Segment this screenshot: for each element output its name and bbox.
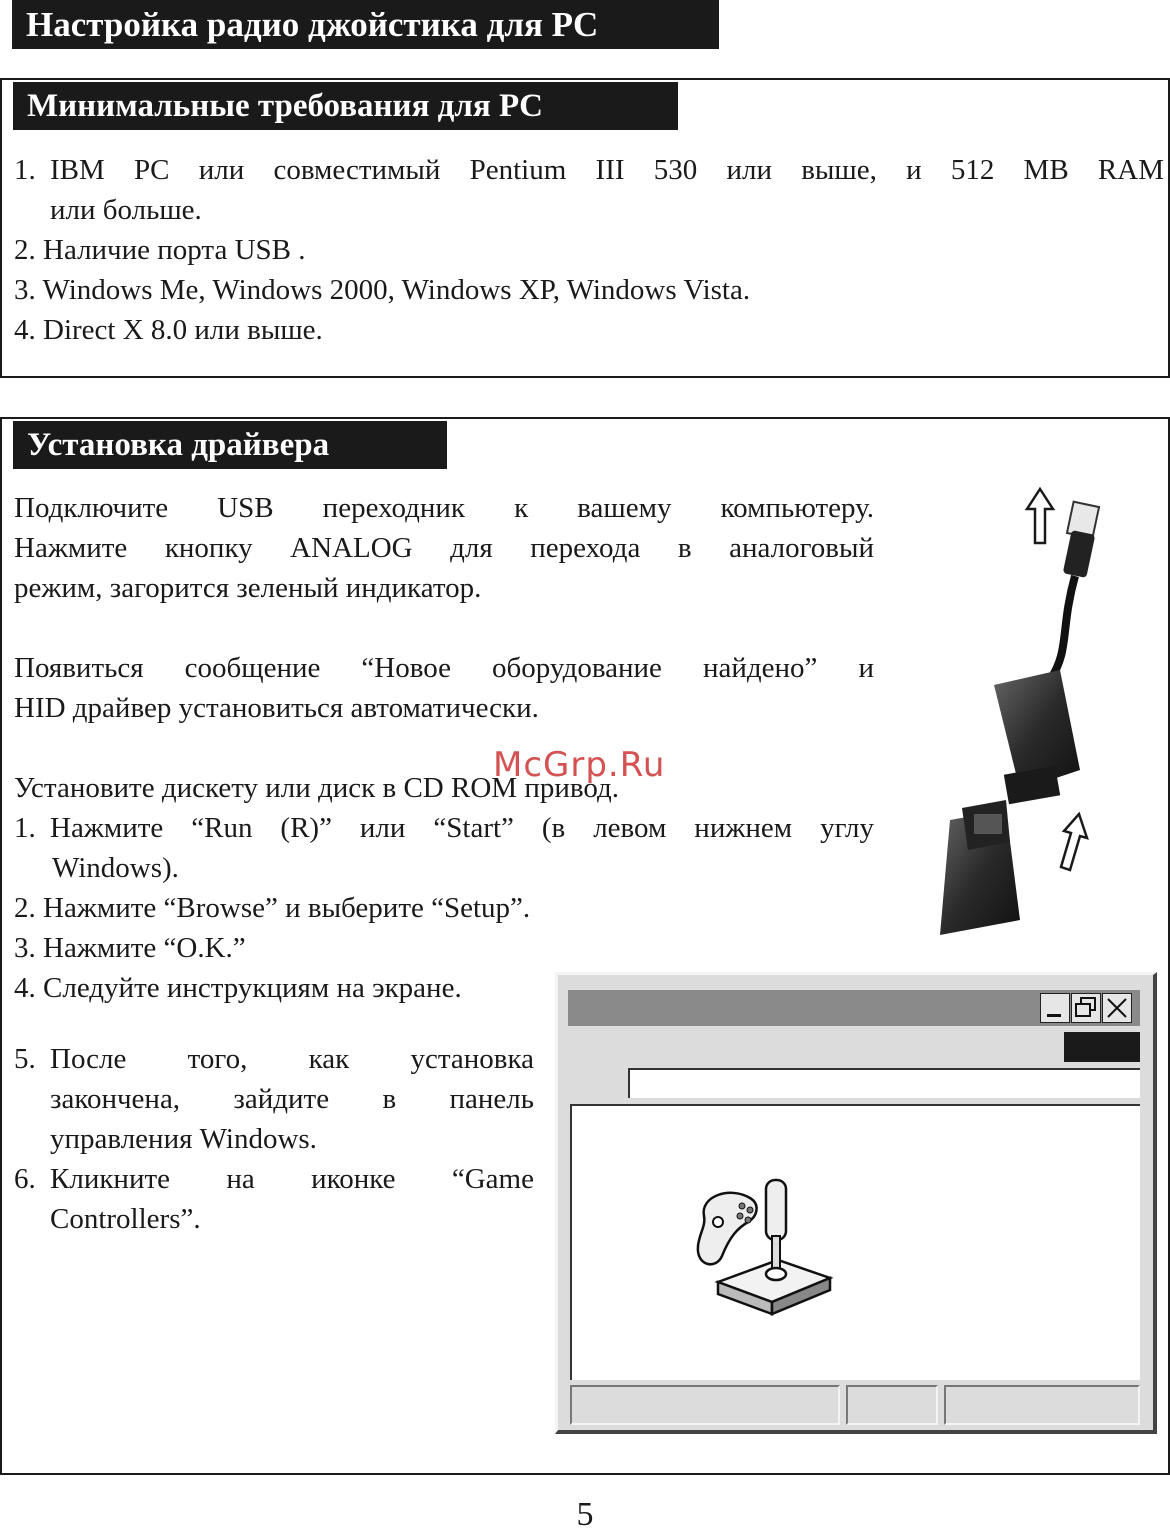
item-number: 2. — [14, 234, 36, 266]
watermark: McGrp.Ru — [493, 745, 666, 785]
item-number: 3. — [14, 932, 36, 964]
requirements-title: Минимальные требования для PC — [13, 82, 678, 130]
close-icon[interactable] — [1102, 993, 1132, 1023]
item-text: IBM PC или совместимый Pentium III 530 или выше, и 512 MB RAM — [50, 154, 1164, 186]
item-text: Windows Me, Windows 2000, Windows XP, Windows Vista. — [42, 274, 751, 306]
requirements-section — [0, 78, 1170, 378]
status-pane — [846, 1385, 938, 1425]
item-text: закончена, зайдите в панель — [50, 1083, 534, 1115]
paragraph-line: режим, загорится зеленый индикатор. — [14, 572, 482, 604]
item-text: Кликните на иконке “Game — [50, 1163, 534, 1195]
paragraph-line: Появиться сообщение “Новое оборудование найдено” и — [14, 652, 874, 684]
driver-instructions — [14, 488, 874, 1008]
item-text: Direct X 8.0 или выше. — [43, 314, 323, 346]
item-text: управления Windows. — [50, 1123, 317, 1155]
item-number: 3. — [14, 274, 36, 306]
list-item — [14, 928, 874, 968]
item-text: Нажмите “Browse” и выберите “Setup”. — [43, 892, 531, 924]
game-controllers-icon[interactable] — [690, 1176, 840, 1316]
item-number: 5. — [14, 1043, 36, 1075]
item-number: 2. — [14, 892, 36, 924]
list-item — [14, 150, 1164, 230]
paragraph-line: HID драйвер установиться автоматически. — [14, 692, 539, 724]
item-text-cont: Windows). — [52, 852, 179, 884]
driver-title: Установка драйвера — [13, 421, 447, 469]
list-item — [14, 1159, 534, 1239]
list-item — [14, 808, 874, 888]
usb-adapter-icon — [910, 480, 1110, 950]
item-text: Следуйте инструкциям на экране. — [43, 972, 462, 1004]
item-number: 1. — [14, 154, 36, 186]
address-field[interactable] — [628, 1068, 1140, 1098]
driver-steps-lower — [14, 1039, 534, 1239]
list-item — [14, 888, 874, 928]
list-item — [14, 270, 1164, 310]
item-number: 6. — [14, 1163, 36, 1195]
requirements-list — [14, 150, 1164, 350]
arrow-up-icon — [1055, 812, 1089, 872]
restore-icon[interactable] — [1071, 993, 1101, 1023]
item-number: 1. — [14, 812, 36, 844]
item-text: Нажмите “O.K.” — [43, 932, 246, 964]
arrow-up-icon — [1025, 487, 1055, 545]
status-pane — [570, 1385, 840, 1425]
list-item — [14, 310, 1164, 350]
paragraph-line: Установите дискету или диск в CD ROM привод. — [14, 772, 620, 804]
item-text: Controllers”. — [50, 1203, 201, 1235]
page-header: Настройка радио джойстика для PC — [12, 0, 719, 49]
item-text: Нажмите “Run (R)” или “Start” (в левом нижнем углу — [50, 812, 874, 844]
window-titlebar — [568, 990, 1140, 1026]
item-text-cont: или больше. — [50, 194, 202, 226]
page-number: 5 — [576, 1496, 594, 1533]
paragraph-line: Нажмите кнопку ANALOG для перехода в аналоговый — [14, 532, 874, 564]
list-item — [14, 1039, 534, 1159]
status-pane — [944, 1385, 1140, 1425]
item-number: 4. — [14, 972, 36, 1004]
paragraph-line: Подключите USB переходник к вашему компьютеру. — [14, 492, 874, 524]
list-item — [14, 230, 1164, 270]
menu-block — [1064, 1032, 1140, 1062]
minimize-icon[interactable] — [1040, 993, 1070, 1023]
item-number: 4. — [14, 314, 36, 346]
control-panel-window — [555, 972, 1157, 1434]
window-content — [570, 1104, 1140, 1380]
item-text: После того, как установка — [50, 1043, 534, 1075]
item-text: Наличие порта USB . — [43, 234, 306, 266]
